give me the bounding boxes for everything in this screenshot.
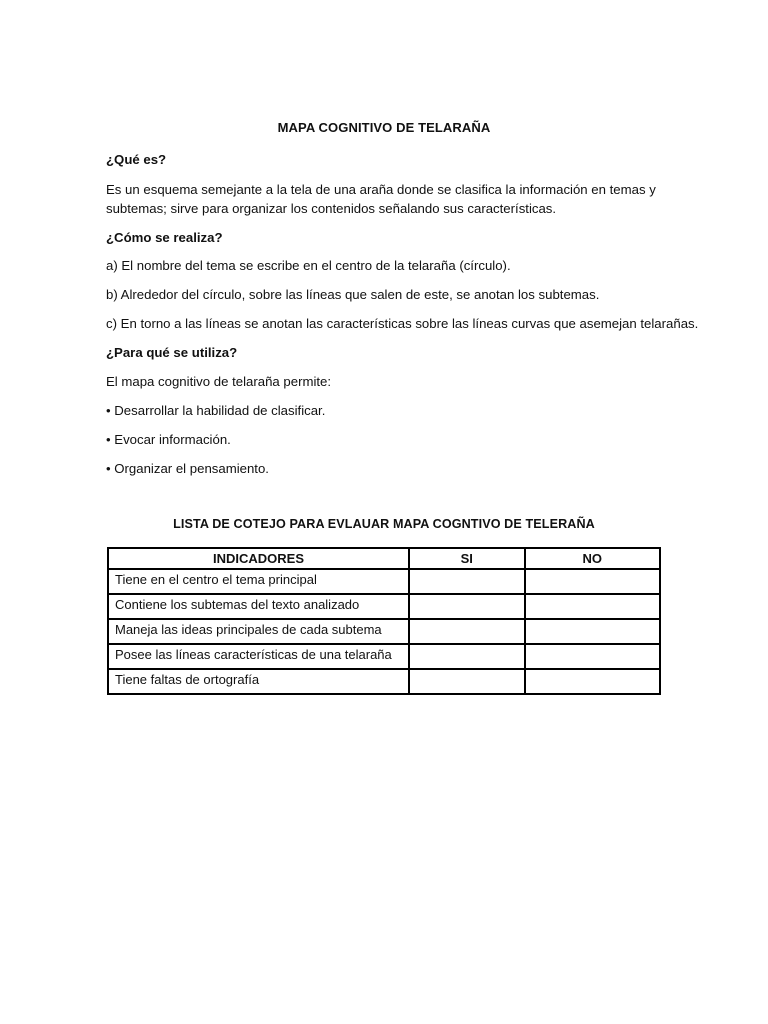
no-cell[interactable]: [525, 619, 660, 644]
no-cell[interactable]: [525, 569, 660, 594]
si-cell[interactable]: [409, 644, 525, 669]
table-row: [108, 644, 660, 669]
header-no: NO: [525, 548, 660, 569]
si-cell[interactable]: [409, 669, 525, 694]
si-cell[interactable]: [409, 594, 525, 619]
table-row: [108, 669, 660, 694]
checklist-table: [107, 547, 661, 695]
indicator-cell: Posee las líneas características de una telaraña: [108, 644, 409, 669]
step-a: a) El nombre del tema se escribe en el centro de la telaraña (círculo).: [106, 258, 511, 273]
step-b: b) Alrededor del círculo, sobre las líneas que salen de este, se anotan los subtemas.: [106, 287, 600, 302]
question-how: ¿Cómo se realiza?: [106, 230, 223, 245]
table-row: [108, 569, 660, 594]
bullet-item: • Organizar el pensamiento.: [106, 461, 269, 476]
purpose-intro: El mapa cognitivo de telaraña permite:: [106, 374, 332, 389]
indicator-cell: Tiene faltas de ortografía: [108, 669, 409, 694]
table-header-row: [108, 548, 660, 569]
document-title: MAPA COGNITIVO DE TELARAÑA: [277, 120, 491, 135]
question-purpose: ¿Para qué se utiliza?: [106, 345, 238, 360]
si-cell[interactable]: [409, 569, 525, 594]
si-cell[interactable]: [409, 619, 525, 644]
indicator-cell: Tiene en el centro el tema principal: [108, 569, 409, 594]
no-cell[interactable]: [525, 644, 660, 669]
indicator-cell: Contiene los subtemas del texto analizado: [108, 594, 409, 619]
definition-paragraph: Es un esquema semejante a la tela de una araña donde se clasifica la información en temas y subtemas; sirve para organizar los contenidos señalando sus características.: [106, 182, 656, 216]
bullet-item: • Desarrollar la habilidad de clasificar.: [106, 403, 326, 418]
question-what-is: ¿Qué es?: [106, 152, 167, 167]
checklist-title: LISTA DE COTEJO PARA EVLAUAR MAPA COGNTIVO DE TELERAÑA: [173, 517, 595, 531]
table-row: [108, 594, 660, 619]
indicator-cell: Maneja las ideas principales de cada subtema: [108, 619, 409, 644]
bullet-item: • Evocar información.: [106, 432, 231, 447]
header-indicadores: INDICADORES: [108, 548, 409, 569]
no-cell[interactable]: [525, 594, 660, 619]
table-row: [108, 619, 660, 644]
header-si: SI: [409, 548, 525, 569]
step-c: c) En torno a las líneas se anotan las características sobre las líneas curvas que asemejan telarañas.: [106, 316, 699, 331]
no-cell[interactable]: [525, 669, 660, 694]
